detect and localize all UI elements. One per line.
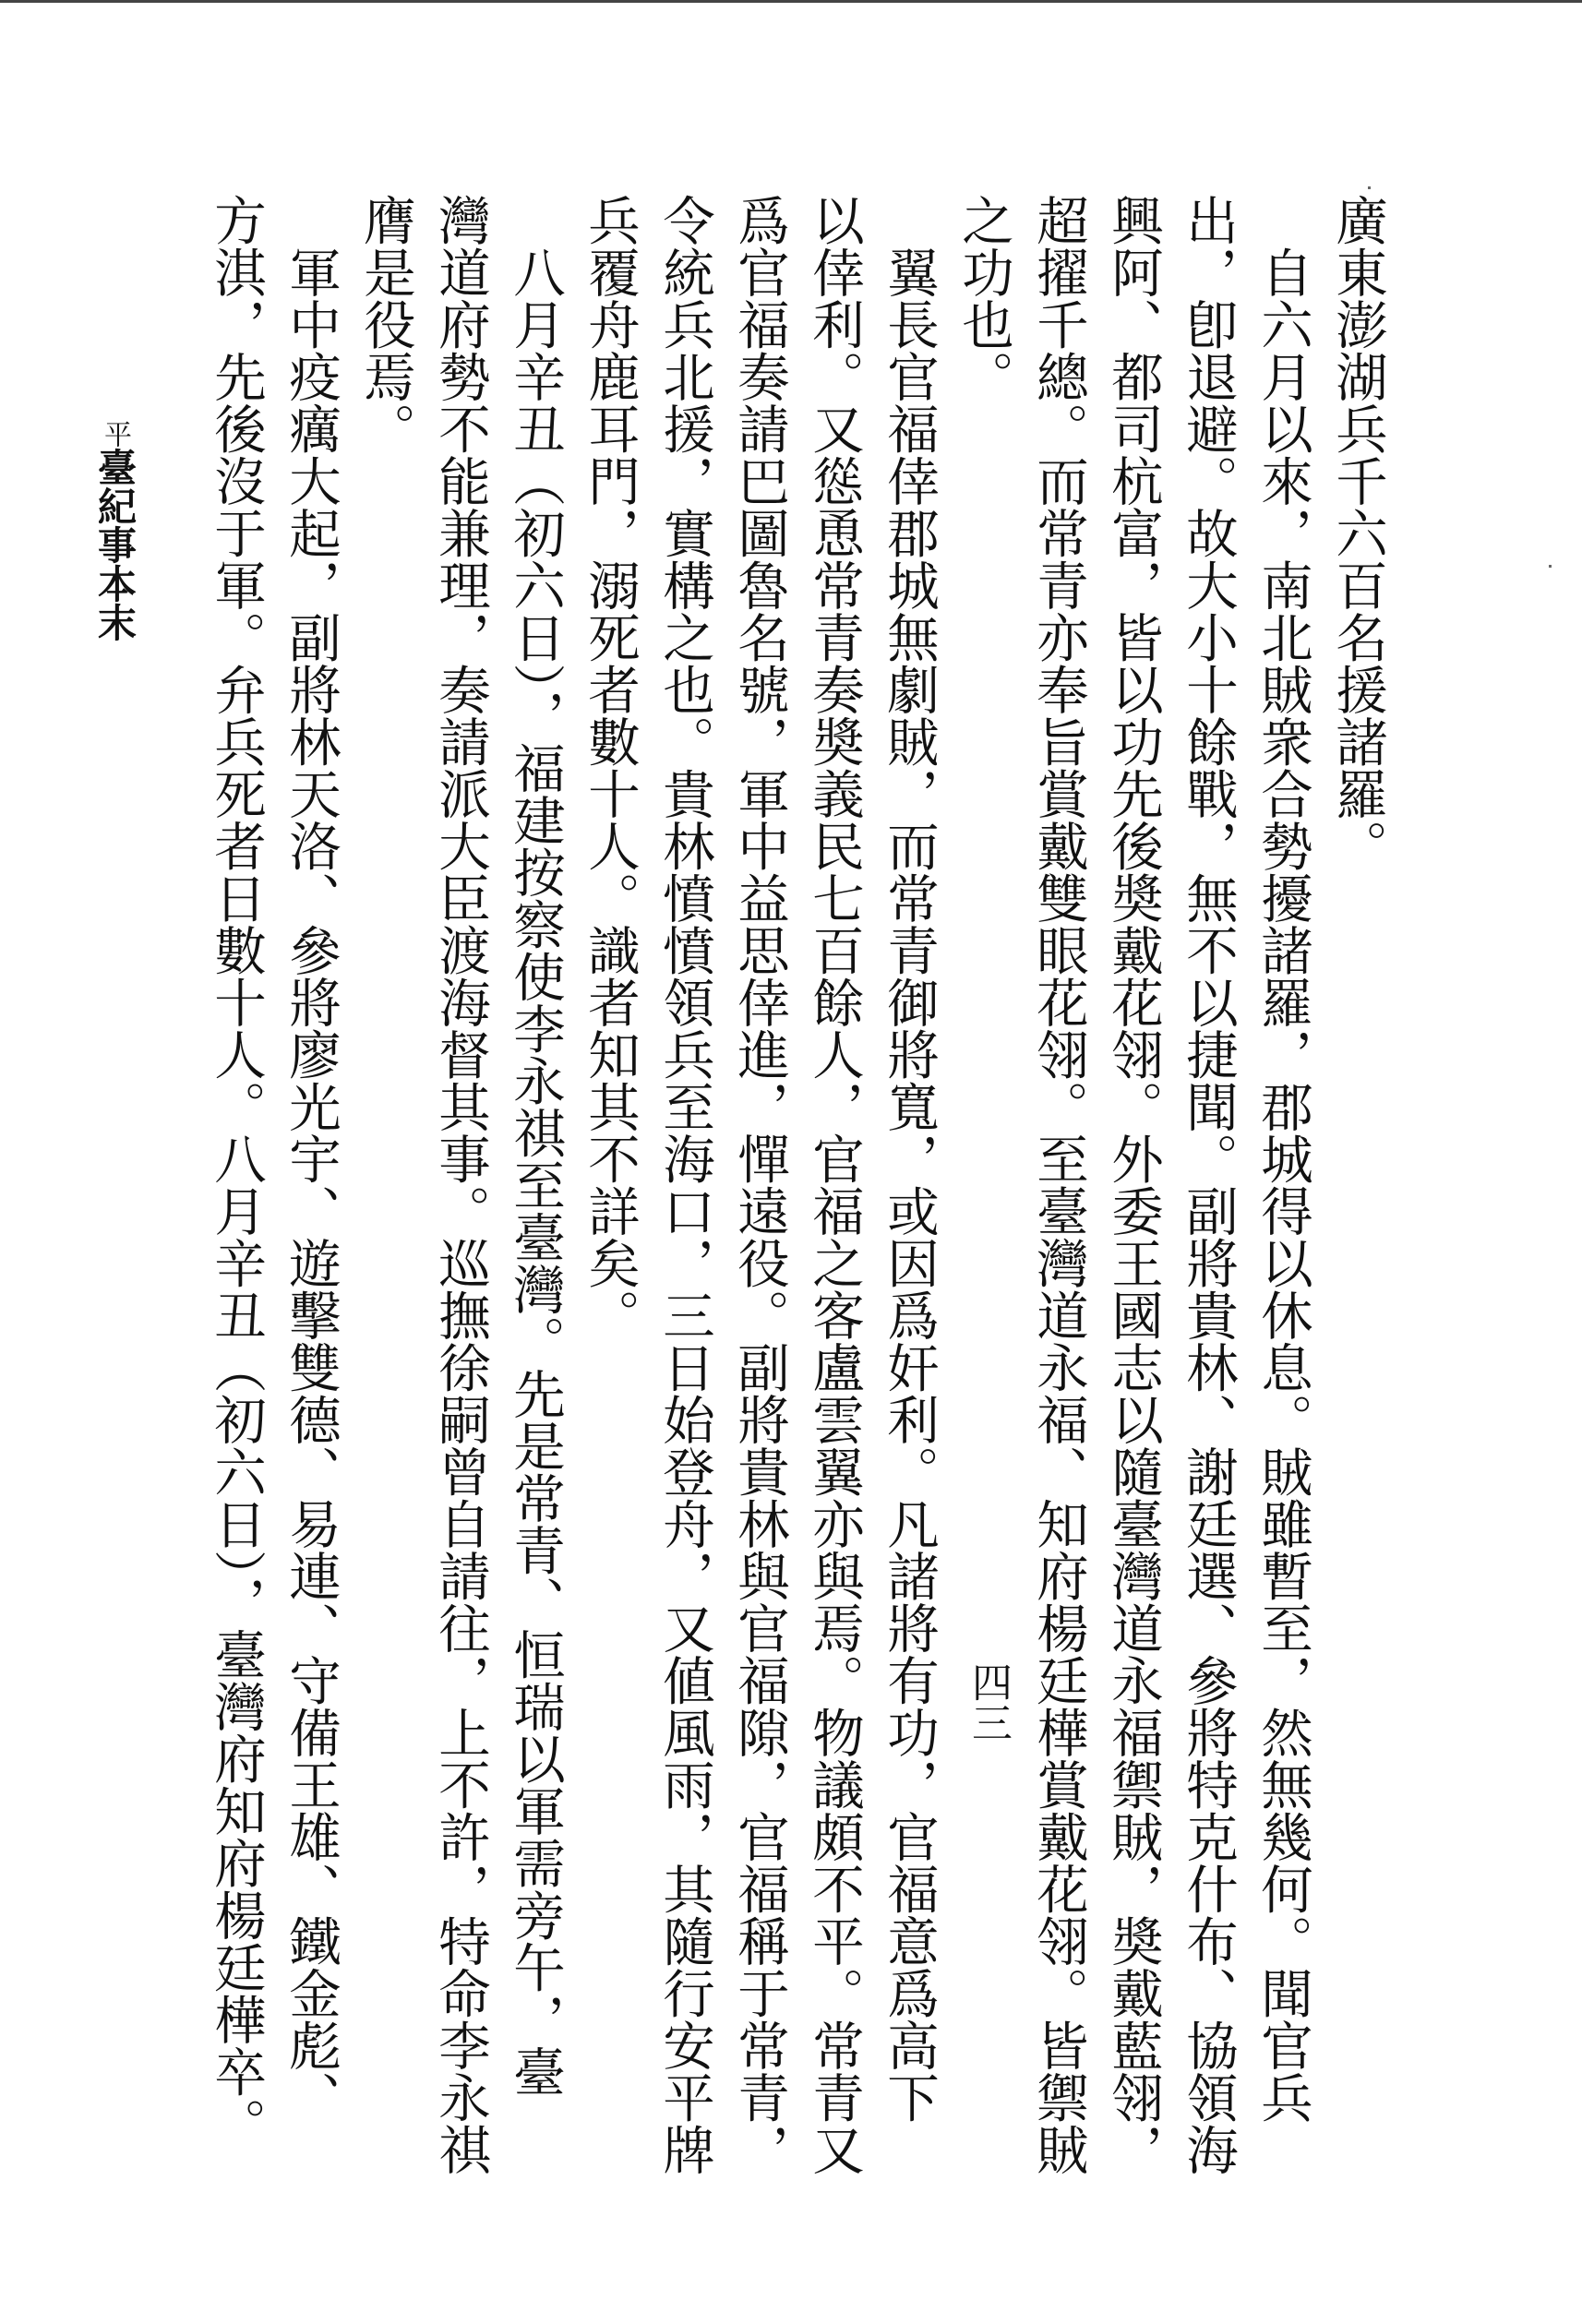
- running-head-title: 臺紀事本末: [92, 448, 138, 641]
- text-column: 出，卽退避。故大小十餘戰，無不以捷聞。副將貴林、謝廷選、參將特克什布、協領海: [1178, 194, 1238, 2175]
- text-column: 令統兵北援，實構之也。貴林憤憤領兵至海口，三日始登舟，又値風雨，其隨行安平牌: [654, 194, 714, 2175]
- text-column: 膺是役焉。: [355, 194, 415, 455]
- text-column: 爲官福奏請巴圖魯名號，軍中益思倖進，憚遠役。副將貴林與官福隙，官福稱于常青，: [729, 194, 789, 2175]
- text-column: 興阿、都司杭富，皆以功先後奬戴花翎。外委王國志以隨臺灣道永福禦賊，奬戴藍翎，: [1103, 194, 1163, 2175]
- scan-speck: [1368, 186, 1371, 189]
- text-column: 軍中疫癘大起，副將林天洛、參將廖光宇、遊擊雙德、易連、守備王雄、鐵金彪、: [281, 194, 341, 2124]
- text-column: 自六月以來，南北賊衆合勢擾諸羅，郡城得以休息。賊雖暫至，然無幾何。聞官兵: [1252, 194, 1312, 2124]
- text-column: 灣道府勢不能兼理，奏請派大臣渡海督其事。巡撫徐嗣曾自請往，上不許，特命李永祺: [430, 194, 490, 2175]
- top-border-line: [0, 0, 1582, 3]
- running-head: [92, 420, 137, 641]
- page-number: 四三: [965, 1661, 1012, 1743]
- text-column: 兵覆舟鹿耳門，溺死者數十人。識者知其不詳矣。: [580, 194, 640, 1341]
- text-column: 以倖利。又慫恿常青奏奬義民七百餘人，官福之客盧雲翼亦與焉。物議頗不平。常青又: [804, 194, 864, 2175]
- running-head-prefix: 平: [99, 420, 131, 448]
- text-column: 之功也。: [953, 194, 1013, 402]
- text-column: 八月辛丑（初六日），福建按察使李永祺至臺灣。先是常青、恒瑞以軍需旁午，臺: [505, 194, 565, 2098]
- text-column: 超擢千總。而常青亦奉旨賞戴雙眼花翎。至臺灣道永福、知府楊廷樺賞戴花翎。皆禦賊: [1028, 194, 1088, 2175]
- scan-speck: [1549, 565, 1552, 568]
- text-column: 翼長官福倖郡城無劇賊，而常青御將寬，或因爲奸利。凡諸將有功，官福意爲高下: [879, 194, 939, 2124]
- text-column: 方淇，先後沒于軍。弁兵死者日數十人。八月辛丑（初六日），臺灣府知府楊廷樺卒。: [206, 194, 266, 2150]
- text-column: 廣東澎湖兵千六百名援諸羅。: [1327, 194, 1387, 872]
